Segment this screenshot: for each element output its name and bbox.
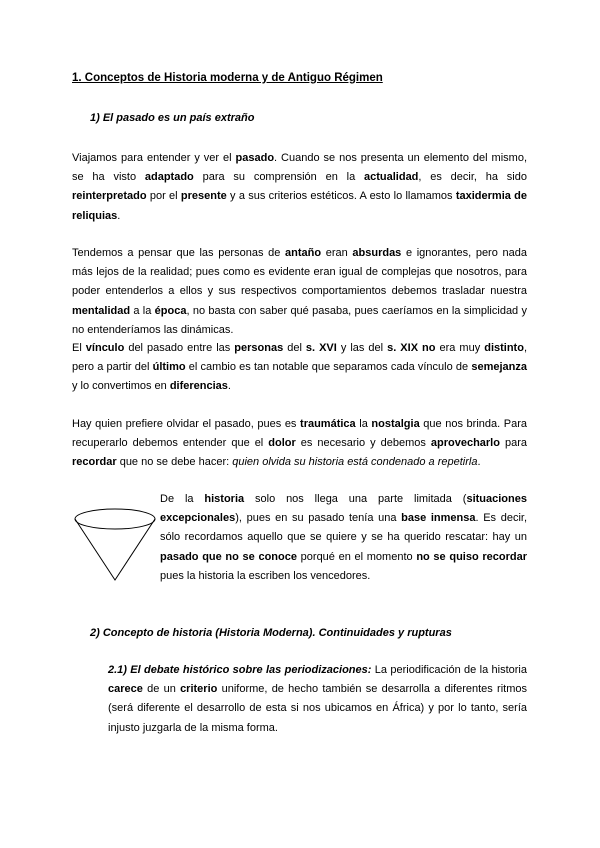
section-1-title: 1) El pasado es un país extraño (90, 112, 255, 124)
section-2-title: 2) Concepto de historia (Historia Moderna). Continuidades y rupturas (90, 627, 452, 639)
cone-diagram (72, 506, 158, 582)
paragraph-vinculo: El vínculo del pasado entre las personas del s. XVI y las del s. XIX no era muy distinto, pero a partir del último el cambio es tan notable que separamos cada vínculo de semejanza y lo convertimos en diferencias. (72, 342, 527, 393)
cone-sides (75, 519, 155, 580)
paragraph-historia: De la historia solo nos llega una parte limitada (situaciones excepcionales), pues en su pasado tenía una base inmensa. Es decir, sólo recordamos aquello que se quiere y se ha querido rescatar: hay un pasado que no se conoce porqué en el momento no se quiso recordar pues la historia la escriben los vencedores. (160, 493, 527, 582)
paragraph-olvidar: Hay quien prefiere olvidar el pasado, pues es traumática la nostalgia que nos brinda. Para recuperarlo debemos entender que el dolor es necesario y debemos aprovecharlo para recordar que no se debe hacer: quien olvida su historia está condenado a repetirla. (72, 418, 527, 469)
paragraph-antano: Tendemos a pensar que las personas de antaño eran absurdas e ignorantes, pero nada más lejos de la realidad; pues como es evidente eran igual de complejas que nosotros, para poder entenderlos a ellos y sus respectivos comportamientos debemos trasladar nuestra mentalidad a la época, no basta con saber qué pasaba, pues caeríamos en la simplicidad y no entenderíamos las dinámicas. (72, 247, 527, 336)
paragraph-pasado: Viajamos para entender y ver el pasado. Cuando se nos presenta un elemento del mismo, se ha visto adaptado para su comprensión en la actualidad, es decir, ha sido reinterpretado por el presente y a sus criterios estéticos. A esto lo llamamos taxidermia de reliquias. (72, 152, 527, 222)
document-heading: 1. Conceptos de Historia moderna y de Antiguo Régimen (72, 72, 383, 84)
paragraph-periodizaciones: 2.1) El debate histórico sobre las periodizaciones: La periodificación de la historia carece de un criterio uniforme, de hecho también se desarrolla a diferentes ritmos (será diferente el desarrollo de esta si nos ubicamos en África) y por lo tanto, sería injusto juzgarla de la misma forma. (108, 664, 527, 734)
cone-rim (75, 509, 155, 529)
